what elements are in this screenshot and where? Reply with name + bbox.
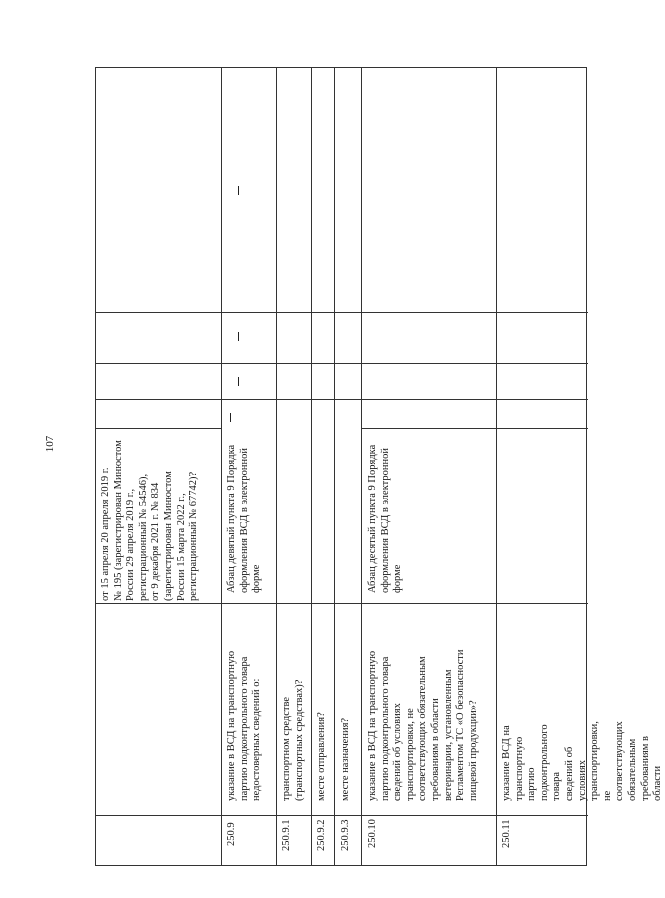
row-reference: Абзац десятый пункта 9 Порядка оформления ВСД в электронной форме [367, 444, 404, 593]
mark-dash [238, 186, 239, 195]
row-divider [221, 68, 222, 865]
column-divider-reference [96, 428, 221, 429]
row-question: указание в ВСД на транспортную партию подконтрольного товара сведений об условиях транспортировки, не соответствующих обязательным требованиям в области ветеринарии, установленным Регламентом ТС «О безопасности пищевой продукции»? [367, 649, 479, 801]
row-number: 250.11 [501, 819, 512, 848]
column-divider-mark [96, 312, 588, 313]
row-question: указание ВСД на транспортную партию подконтрольного товара сведений об условиях транспортировки, не соответствующих обязательным требованиям в области [501, 721, 664, 801]
row-question: месте отправления? [316, 712, 327, 801]
column-divider-number [96, 815, 588, 816]
row-number: 250.9 [226, 822, 237, 846]
row-divider [496, 68, 497, 865]
row-divider [276, 68, 277, 865]
row-divider [334, 68, 335, 865]
row-divider [311, 68, 312, 865]
row-question: месте назначения? [340, 717, 351, 801]
row-question: указание в ВСД на транспортную партию подконтрольного товара недостоверных сведений о: [226, 650, 263, 801]
mark-dash [238, 377, 239, 386]
row-number: 250.9.2 [316, 819, 327, 851]
column-divider-reference [361, 428, 588, 429]
column-divider-question [96, 603, 588, 604]
page-number: 107 [44, 435, 56, 453]
continuation-text: от 15 апреля 20 апреля 2019 г. № 195 (зарегистрирован Минюстом России 29 апреля 2019 г., регистрационный № 54546), от 9 декабря 2021 г. № 834 (зарегистрирован Минюстом России 15 марта 2022 г., регистрационный № 67742)? [100, 440, 200, 601]
checklist-table [95, 67, 664, 866]
row-reference: Абзац девятый пункта 9 Порядка оформления ВСД в электронной форме [226, 444, 263, 593]
row-divider [361, 68, 362, 865]
row-number: 250.9.3 [340, 819, 351, 851]
column-divider-mark [96, 363, 588, 364]
row-question: транспортном средстве (транспортных средствах)? [281, 679, 305, 801]
mark-dash [230, 413, 231, 422]
row-number: 250.10 [367, 819, 378, 848]
column-divider-mark [96, 399, 588, 400]
mark-dash [238, 332, 239, 341]
row-number: 250.9.1 [281, 819, 292, 851]
